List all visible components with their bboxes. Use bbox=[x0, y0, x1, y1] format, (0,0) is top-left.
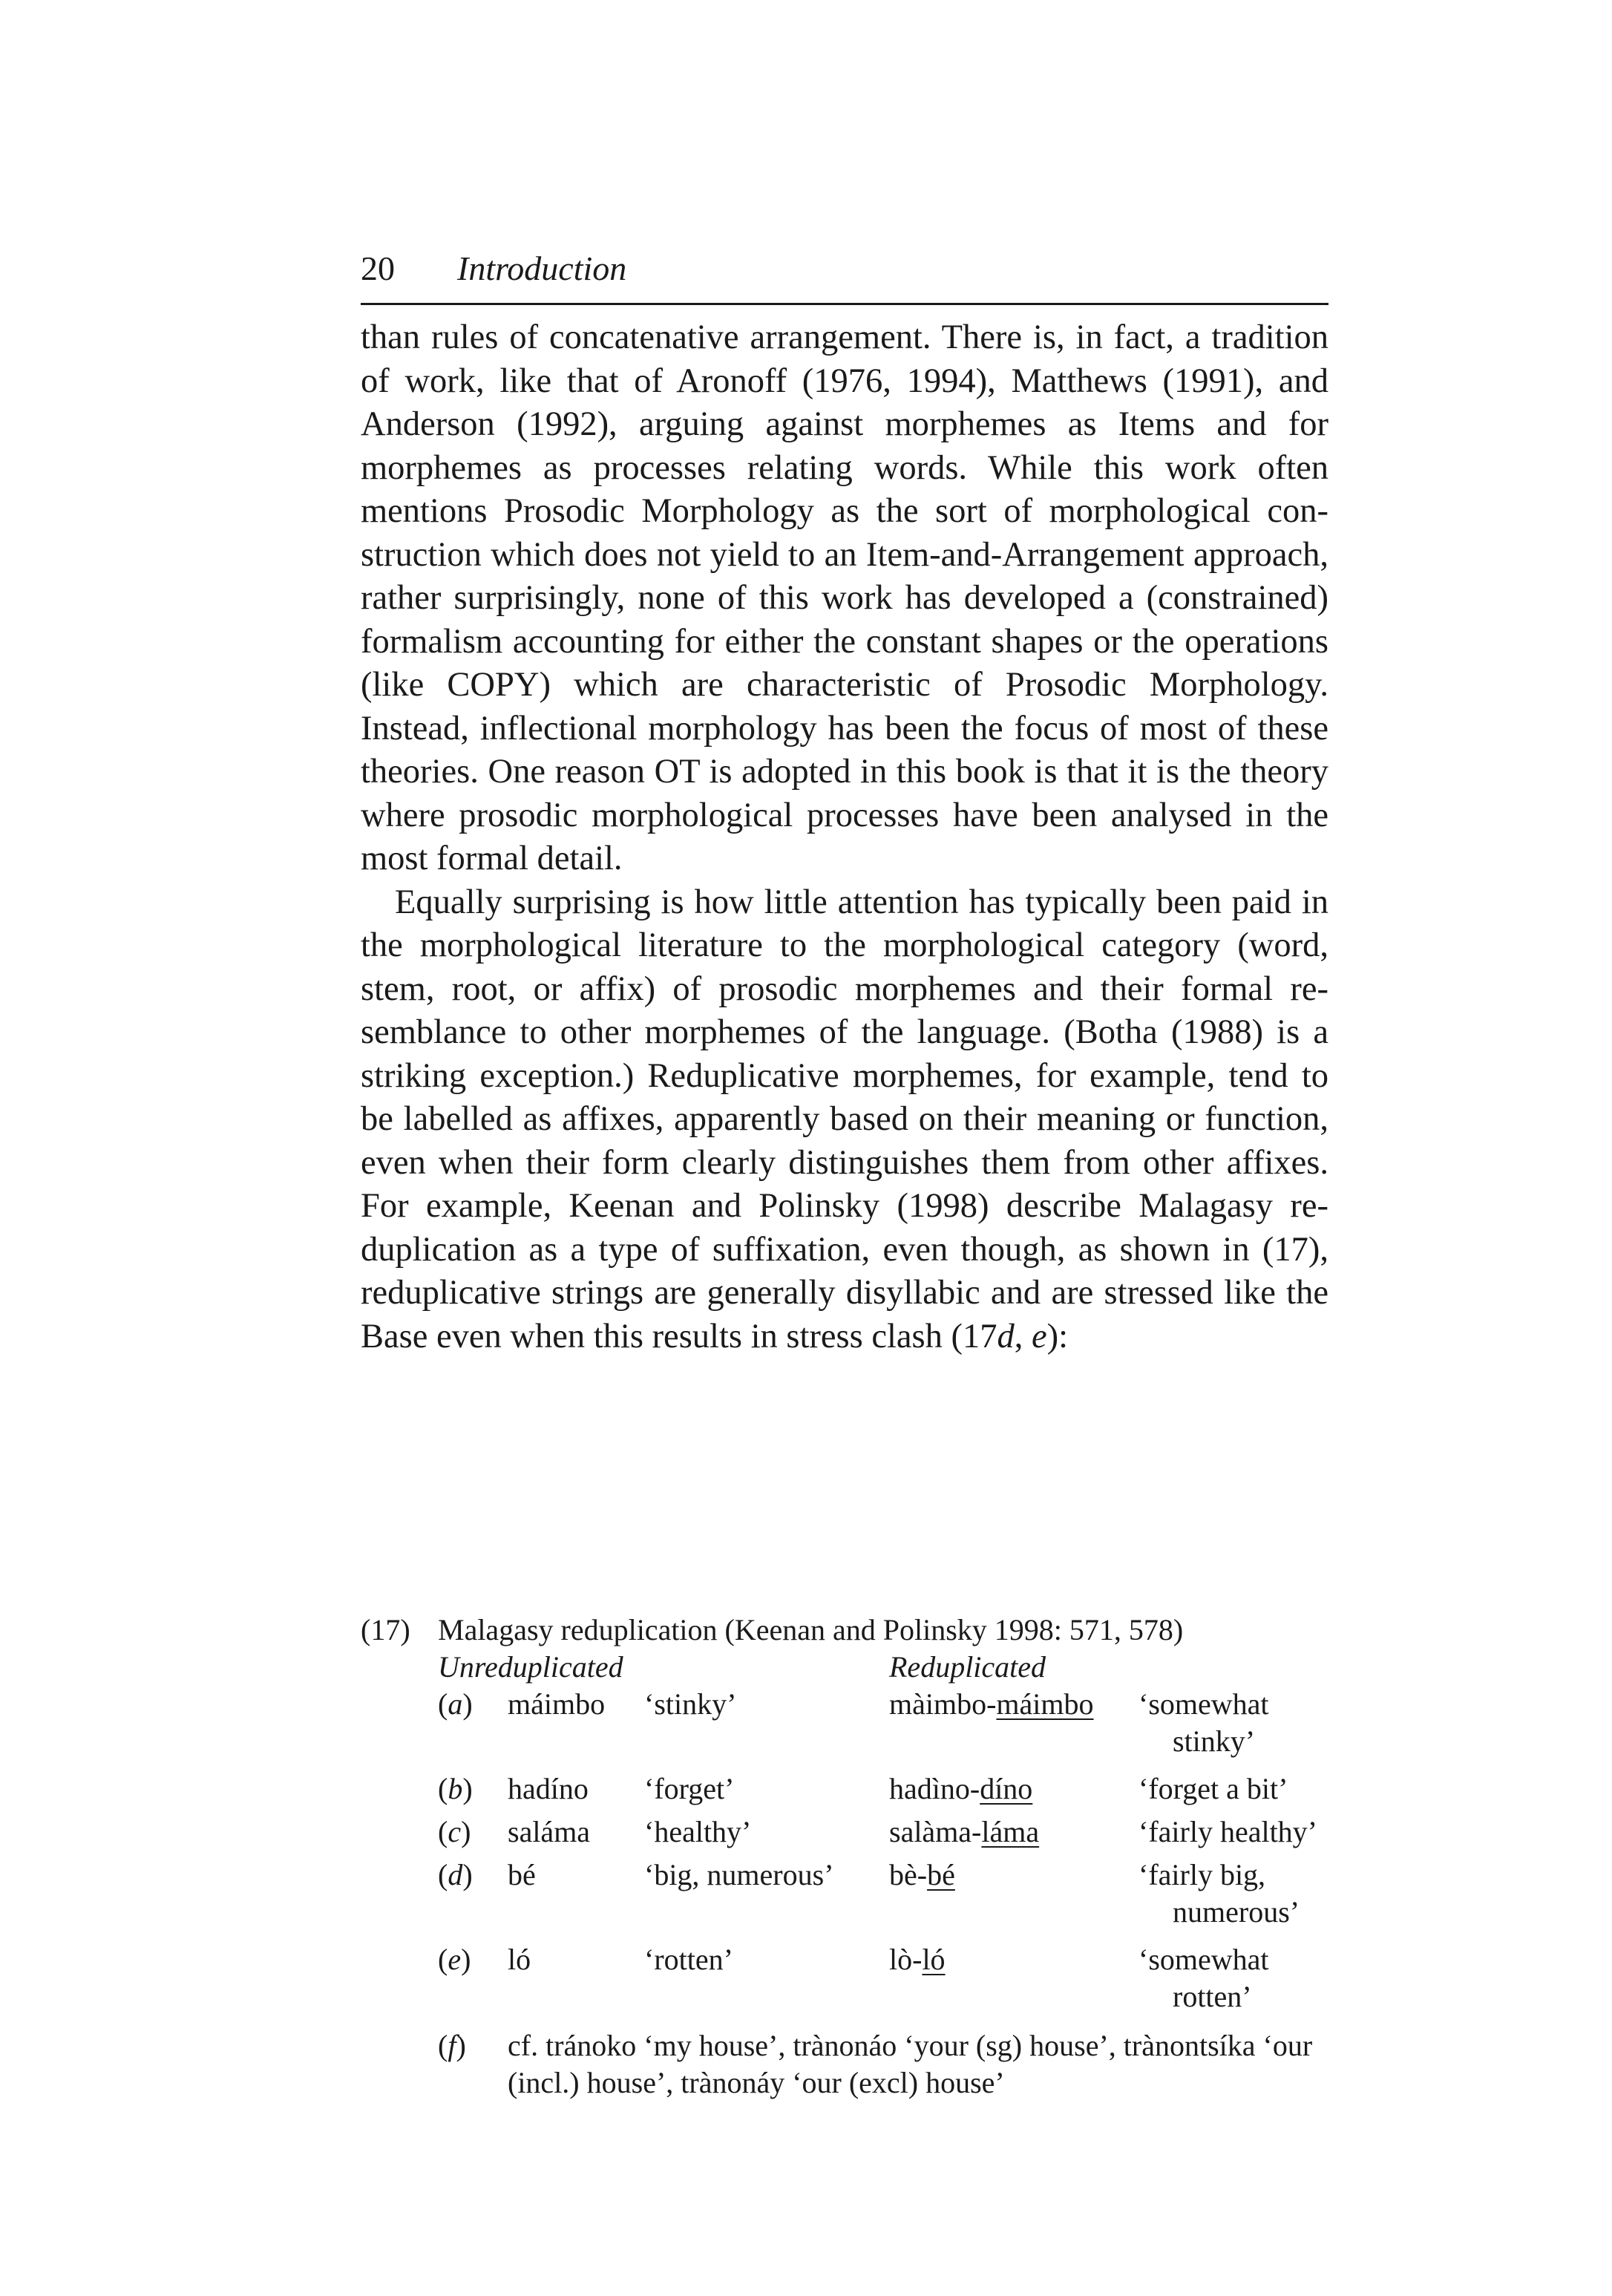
page-number: 20 bbox=[361, 249, 395, 287]
reduplicant: máimbo bbox=[996, 1687, 1094, 1721]
column-header-reduplicated: Reduplicated bbox=[889, 1650, 1046, 1684]
reduplicated-form: bè-bé bbox=[889, 1858, 955, 1891]
row-label: (d) bbox=[438, 1858, 473, 1891]
example-ref-e: e bbox=[1032, 1317, 1047, 1355]
header-rule bbox=[361, 303, 1328, 305]
unreduplicated-gloss: ‘stinky’ bbox=[644, 1687, 737, 1721]
reduplicated-gloss: ‘somewhat rotten’ bbox=[1138, 1943, 1269, 2013]
example-ref-d: d bbox=[997, 1317, 1015, 1355]
ref-separator: , bbox=[1014, 1317, 1032, 1355]
row-label: (f) bbox=[438, 2029, 466, 2062]
reduplicated-form: lò-ló bbox=[889, 1943, 946, 1976]
row-label: (e) bbox=[438, 1943, 471, 1976]
ref-close: ): bbox=[1046, 1317, 1069, 1355]
reduplicant: ló bbox=[922, 1943, 946, 1976]
reduplicant: díno bbox=[980, 1772, 1033, 1805]
book-page bbox=[361, 242, 1328, 2099]
example-number: (17) bbox=[361, 1613, 410, 1646]
unreduplicated-form: ló bbox=[508, 1943, 531, 1976]
running-head bbox=[361, 242, 1328, 295]
reduplicated-gloss: ‘fairly healthy’ bbox=[1138, 1815, 1317, 1848]
reduplicated-form: màimbo-máimbo bbox=[889, 1687, 1094, 1721]
unreduplicated-gloss: ‘forget’ bbox=[644, 1772, 735, 1805]
body-text bbox=[361, 316, 1328, 1358]
unreduplicated-form: bé bbox=[508, 1858, 536, 1891]
paragraph-2 bbox=[361, 881, 1328, 1359]
chapter-title: Introduction bbox=[457, 249, 627, 287]
unreduplicated-form: máimbo bbox=[508, 1687, 606, 1721]
column-header-unreduplicated: Unreduplicated bbox=[438, 1650, 623, 1684]
example-title: Malagasy reduplication (Keenan and Polinsky 1998: 571, 578) bbox=[438, 1613, 1184, 1646]
paragraph-2-text: Equally surprising is how little attention has typically been paid in the morphological literature to the morphological category (word, stem, root, or affix) of prosodic morphemes and their formal resemblance to other morphemes of the language. (Botha (1988) is a striking exception.) Reduplicative morphemes, for example, tend to be labelled as affixes, apparently based on their meaning or function, even when their form clearly distinguishes them from other affixes. For example, Keenan and Polinsky (1998) describe Malagasy reduplication as a type of suffixation, even though, as shown in (17), reduplicative strings are generally disyllabic and are stressed like the Base even when this results in stress clash (17 bbox=[361, 883, 1328, 1355]
reduplicated-gloss: ‘forget a bit’ bbox=[1138, 1772, 1288, 1805]
reduplicant: bé bbox=[927, 1858, 955, 1891]
reduplicated-form: salàma-láma bbox=[889, 1815, 1040, 1848]
unreduplicated-form: hadíno bbox=[508, 1772, 589, 1805]
row-label: (b) bbox=[438, 1772, 473, 1805]
reduplicated-gloss: ‘somewhat stinky’ bbox=[1138, 1687, 1269, 1758]
reduplicated-gloss: ‘fairly big, numerous’ bbox=[1138, 1858, 1300, 1929]
row-label: (c) bbox=[438, 1815, 471, 1848]
unreduplicated-gloss: ‘rotten’ bbox=[644, 1943, 733, 1976]
unreduplicated-gloss: ‘big, numerous’ bbox=[644, 1858, 834, 1891]
paragraph-1: than rules of concatenative arrangement. There is, in fact, a tradition of work, like that of Aronoff (1976, 1994), Matthews (1991), and Anderson (1992), arguing against morphemes as Items and for morphemes as processes relating words. While this work often mentions Prosodic Morphology as the sort of morphological construction which does not yield to an Item-and-Arrangement approach, rather surprisingly, none of this work has developed a (constrained) formalism accounting for either the constant shapes or the operations (like COPY) which are characteristic of Prosodic Morphology. Instead, inflectional morphology has been the focus of most of these theories. One reason OT is adopted in this book is that it is the theory where prosodic morphological processes have been analysed in the most formal detail. bbox=[361, 318, 1328, 877]
row-label: (a) bbox=[438, 1687, 473, 1721]
example-note: cf. tránoko ‘my house’, trànonáo ‘your (sg) house’, trànontsíka ‘our (incl.) house’, trànonáy ‘our (excl) house’ bbox=[508, 2029, 1313, 2099]
unreduplicated-gloss: ‘healthy’ bbox=[644, 1815, 752, 1848]
unreduplicated-form: saláma bbox=[508, 1815, 591, 1848]
reduplicant: láma bbox=[981, 1815, 1040, 1848]
reduplicated-form: hadìno-díno bbox=[889, 1772, 1033, 1805]
